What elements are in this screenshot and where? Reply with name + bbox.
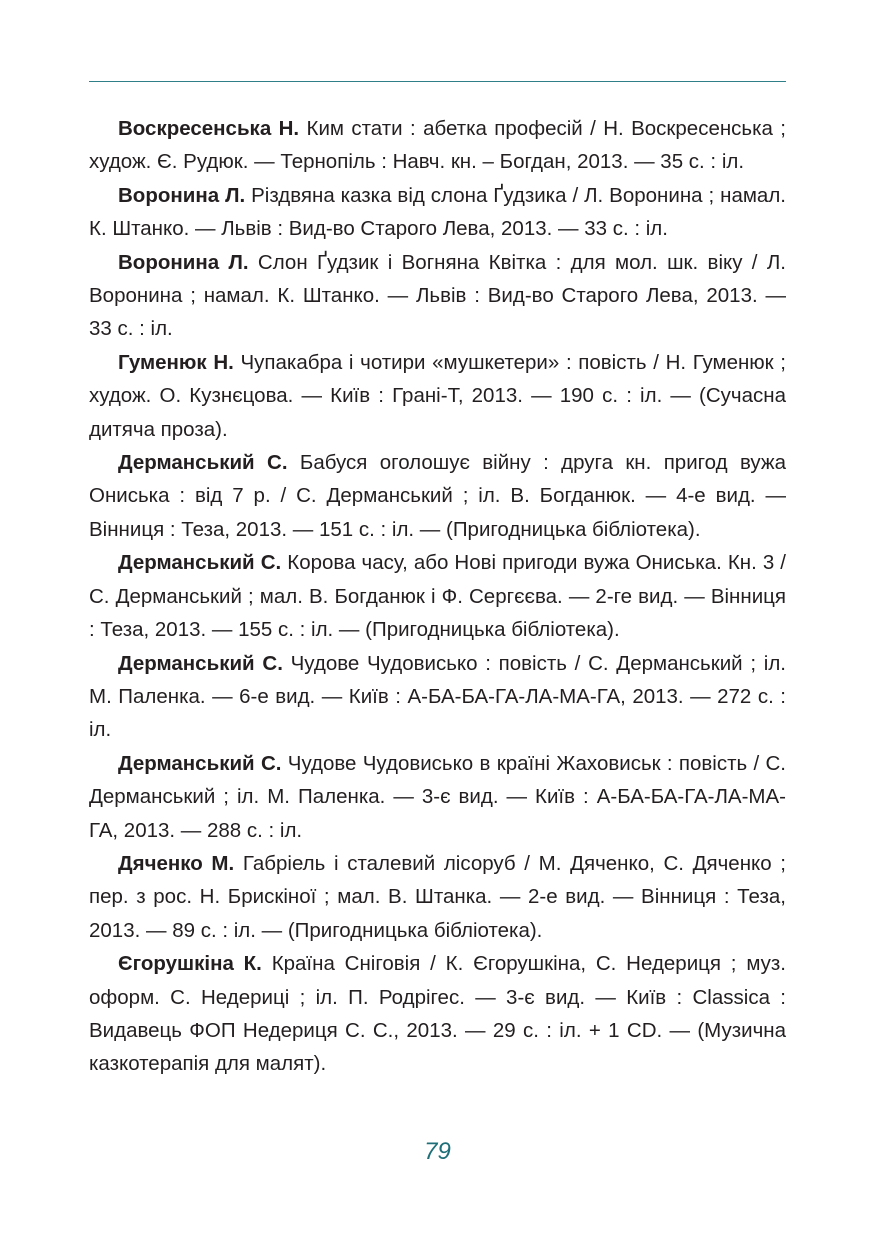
bibliography-entry [89, 246, 786, 346]
entry-text: Різдвяна казка від слона Ґудзика / Л. Воронина ; намал. К. Штанко. — Львів : Вид-во Старого Лева, 2013. — 33 с. : іл. [89, 183, 786, 241]
page-number: 79 [424, 1138, 451, 1165]
entry-text: Габріель і сталевий лісоруб / М. Дяченко, С. Дяченко ; пер. з рос. Н. Брискіної ; мал. В. Штанка. — 2-е вид. — Вінниця : Теза, 2013. — 89 с. : іл. — (Пригодницька бібліотека). [89, 851, 787, 942]
entry-author: Воронина Л. [118, 250, 249, 274]
entry-author: Гуменюк Н. [118, 350, 234, 374]
bibliography-entry [89, 546, 786, 646]
entry-author: Єгорушкіна К. [118, 952, 262, 976]
bibliography-entry [89, 446, 786, 546]
bibliography-entry [89, 179, 786, 246]
entry-text: Слон Ґудзик і Вогняна Квітка : для мол. шк. віку / Л. Воронина ; намал. К. Штанко. — Львів : Вид-во Старого Лева, 2013. — 33 с. : іл. [89, 250, 786, 341]
bibliography-entry [89, 747, 786, 847]
bibliography-entry [89, 112, 786, 179]
entry-author: Дерманський С. [118, 751, 282, 775]
entry-text: Чудове Чудовисько : повість / С. Дерманський ; іл. М. Паленка. — 6-е вид. — Київ : А-БА-БА-ГА-ЛА-МА-ГА, 2013. — 272 с. : іл. [89, 651, 786, 742]
entry-author: Дерманський С. [118, 551, 282, 575]
bibliography-list [89, 112, 786, 1081]
entry-text: Бабуся оголошує війну : друга кн. пригод вужа Ониська : від 7 р. / С. Дерманський ; іл. В. Богданюк. — 4-е вид. — Вінниця : Теза, 2013. — 151 с. : іл. — (Пригодницька бібліотека). [89, 451, 786, 541]
entry-author: Воскресенська Н. [118, 117, 300, 140]
header-rule [89, 81, 786, 82]
bibliography-entry [89, 346, 786, 446]
entry-text: Чудове Чудовисько в країні Жаховиськ : повість / С. Дерманський ; іл. М. Паленка. — 3-є вид. — Київ : А-БА-БА-ГА-ЛА-МА-ГА, 2013. — 288 с. : іл. [89, 751, 786, 842]
bibliography-entry [89, 947, 786, 1081]
entry-text: Корова часу, або Нові пригоди вужа Ониська. Кн. 3 / С. Дерманський ; мал. В. Богданюк і Ф. Сергєєва. — 2-ге вид. — Вінниця : Теза, 2013. — 155 с. : іл. — (Пригодницька бібліотека). [89, 551, 786, 642]
entry-author: Воронина Л. [118, 183, 246, 207]
entry-text: Країна Сніговія / К. Єгорушкіна, С. Недериця ; муз. оформ. С. Недериці ; іл. П. Родрігес. — 3-є вид. — Київ : Classica : Видавець ФОП Недериця С. С., 2013. — 29 с. : іл. + 1 CD. — (Музична казкотерапія для малят). [89, 952, 786, 1076]
entry-author: Дяченко М. [118, 851, 235, 875]
entry-text: Ким стати : абетка професій / Н. Воскресенська ; худож. Є. Рудюк. — Тернопіль : Навч. кн. – Богдан, 2013. — 35 с. : іл. [89, 117, 787, 174]
entry-author: Дерманський С. [118, 651, 283, 675]
bibliography-entry [89, 847, 786, 947]
entry-author: Дерманський С. [118, 451, 288, 475]
bibliography-entry [89, 647, 786, 747]
entry-text: Чупакабра і чотири «мушкетери» : повість / Н. Гуменюк ; худож. О. Кузнєцова. — Київ : Грані-Т, 2013. — 190 с. : іл. — (Сучасна дитяча проза). [89, 350, 786, 441]
